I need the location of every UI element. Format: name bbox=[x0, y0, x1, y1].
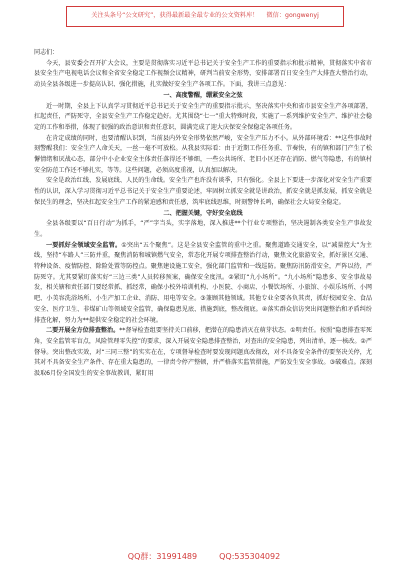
section-heading-1: 一、高度警醒，绷紧安全之弦 bbox=[163, 91, 243, 99]
paragraph-6: ①突出“五个聚焦”。这是全县安全监管的重中之重。聚焦道路交通安全，以“减量控大”为主线，坚持“车路人”三防并重，聚焦消防和城镇燃气安全，常态化开展专项排查整治行动，聚焦文化旅游安全，抓好景区交通、特种设备、疫情防控、除险处置等防控点。聚焦建设施工安全，强化部门监管和一线巡防。聚焦防汛防滑安全，严阵以待，严防死守。尤其要紧盯落实好“三边三类”人员转移预案，确保安全度汛。②紧盯“九小场所”。“九小场所”隐患多、安全事故易发，相关辖和责任部门要经常抓、抓经常，确保小校外培训机构、小医院、小商店、小餐饮场所、小旅馆、小娱乐场所、小网吧、小美容洗浴场所、小生产加工企业、消防、用电等安全。③兼顾其他领域。其他专业全要各负其责，抓好校园安全、食品安全、医疗卫生、非煤矿山等领域安全监管，确保隐患见底、措施到底，整改彻底。④落实群众信访突出问题整治和矛盾纠纷排查化解，努力为**提供安全稳定的社会环境。 bbox=[34, 241, 372, 324]
subsection-heading-1: 一要抓好全领域安全监管。 bbox=[46, 241, 122, 249]
section-heading-2: 二、把握关键，守好安全底线 bbox=[163, 209, 243, 217]
paragraph-intro: 今天，县安委会召开扩大会议，主要是贯彻落实习近平总书记关于安全生产工作的重要指示和批示精神，贯彻落实中省市县安全生产电视电话会议和全省安全稳定工作视频会议精神，研判当前安全形势，安排部署百日安全生产大排查大整治行动，动员全县各级进一步提高认识、强化措施，扎实做好安全生产各项工作。下面，我讲三点意见： bbox=[34, 59, 372, 89]
subsection-1 bbox=[34, 241, 372, 327]
header-banner bbox=[66, 6, 344, 27]
paragraph-2: 近一时期，全县上下认真学习贯彻近平总书记关于安全生产的重要指示批示，坚决落实中央和省市县安全生产各项部署，扛起责任，严防死守，全县安全生产工作稳定趋好。尤其围绕“七一”重大特殊时段，实施了一系列维护安全生产、维护社会稳定的工作和举措，体现了很强的政治意识和责任意识，圆满完成了迎大庆保安全保稳定各项任务。 bbox=[34, 102, 372, 131]
header-notice: 关注头条号“公文研究”，获得最新最全最专业的公文资料库！ bbox=[91, 12, 259, 20]
document-body bbox=[34, 48, 372, 380]
header-wechat: 微信：gongwenyj bbox=[266, 12, 319, 20]
paragraph-3: 在肯定成绩的同时，也要清醒认识到，当前县内外安全形势依然严峻，安全生产压力不小。从外部环境看：**这些事故时刻警醒我们：安全生产人命关天，一丝一毫不可放松。从我县实际看：由于近期工作任务重、节奏快，有的镇和部门产生了松懈情绪和厌战心态，部分中小企业安全主体责任落得还不够细，一些公共场所、老旧小区还存在消防、燃气等隐患，有的镇村安全防范工作还不够扎实，等等。这些问题，必须高度重视，认真加以解决。 bbox=[34, 134, 372, 174]
subsection-2 bbox=[34, 326, 372, 380]
footer-qq-group: QQ群：31991489 bbox=[127, 551, 198, 561]
paragraph-4: 安全是政治红线、发展底线、人民的生命线。安全生产也许没有谈季，只有强化。全县上下要进一步深化对安全生产重要性的认识，深入学习贯彻习近平总书记关于安全生产重要论述，牢固树立抓安全就是讲政治，抓安全就是抓发展，抓安全就是保民生的理念，坚决扛起安全生产工作的紧迫感和责任感，筑牢底线思维，时刻警钟长鸣，确保社会大局安全稳定。 bbox=[34, 177, 372, 206]
paragraph-7: **督导检查组要坚持关口前移，把潜在的隐患消灭在萌芽状态。①明责任。按照“隐患排查零死角，安全监管零盲点，风险管理零失控”的要求，深入开展安全隐患排查整治，对查出的安全隐患，列出清单，逐一核改。②严督导。突出整改实效，对“三同三整”的实实在在，专项督导检查时要发现问题真改彻改，对不具备安全条件的要坚决关停，尤其对不具备安全生产条件、存在重大隐患的，一律责令停产整顿，并严格落实监管措施，严防发生安全事故。③破难点。深刻汲取6月份全国发生的安全事故教训，紧盯用 bbox=[34, 327, 373, 378]
salutation: 同志们： bbox=[34, 49, 59, 56]
subsection-heading-2: 二要开展全方位排查整治。 bbox=[46, 327, 120, 335]
paragraph-5: 全县各级要以“百日行动”为抓手，“严”字当头，实字落地，深入推进**个行业专项整治，坚决遏制各类安全生产事故发生。 bbox=[34, 220, 372, 238]
footer-qq: QQ:535304092 bbox=[219, 551, 281, 561]
footer bbox=[0, 548, 408, 564]
